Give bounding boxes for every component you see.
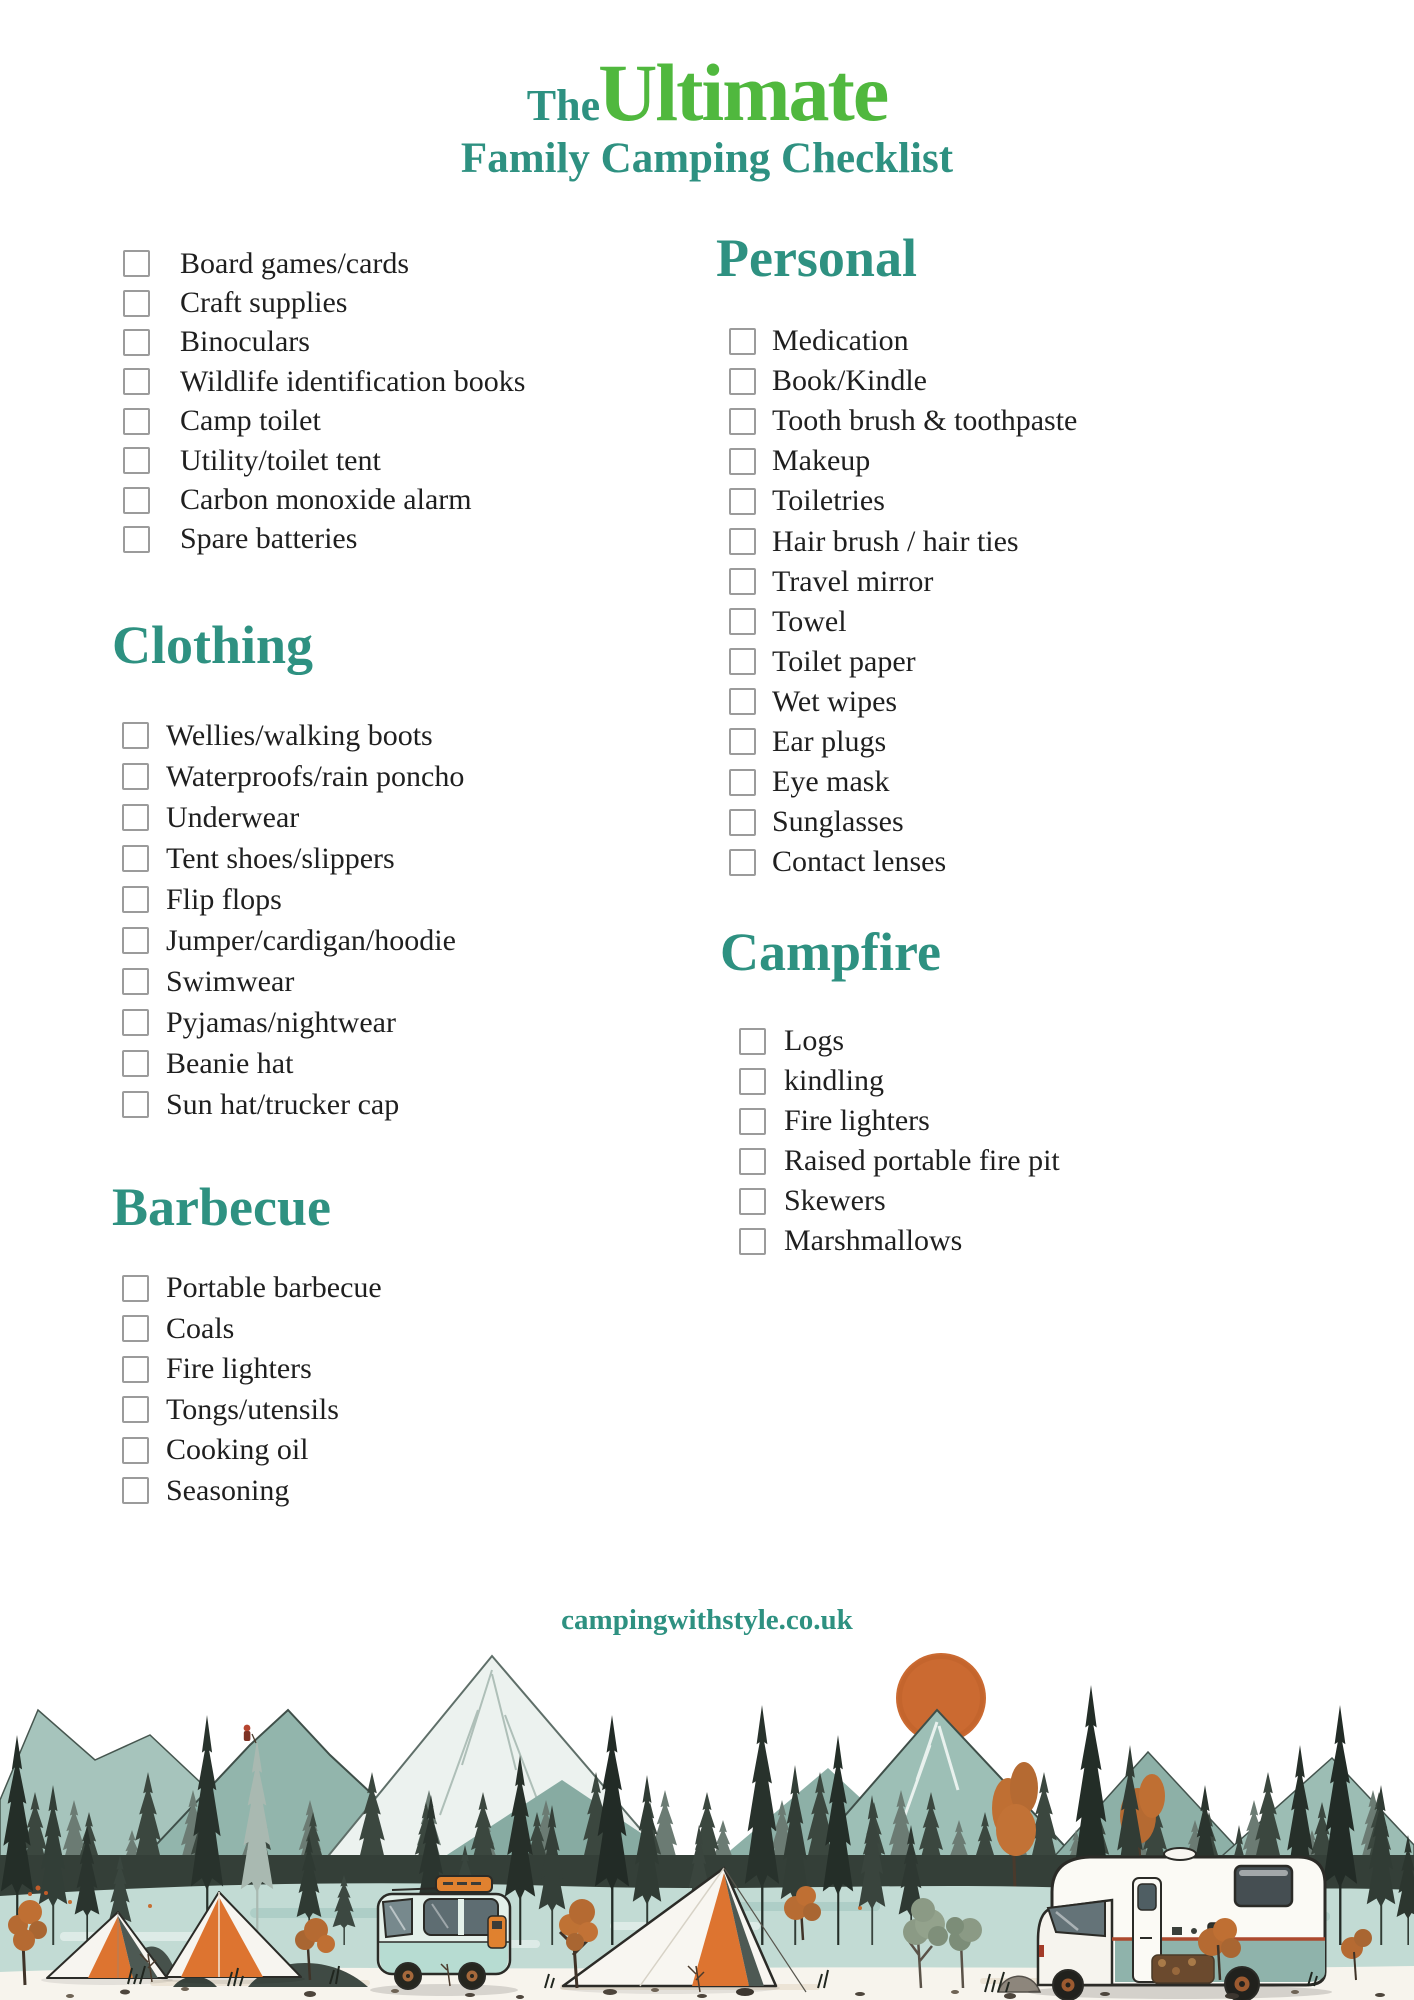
checkbox[interactable] [729, 488, 756, 515]
checklist-group-misc [123, 244, 525, 559]
checkbox[interactable] [122, 927, 149, 954]
checklist-row [729, 321, 1077, 361]
checklist-item-label: Coals [166, 1311, 235, 1345]
checklist-item-label: Makeup [772, 444, 871, 478]
checkbox[interactable] [122, 1050, 149, 1077]
checklist-item-label: Toiletries [772, 484, 885, 518]
checklist-row [739, 1221, 1060, 1261]
checklist-row [729, 361, 1077, 401]
checkbox[interactable] [122, 1477, 149, 1504]
checkbox[interactable] [729, 368, 756, 395]
checklist-row [123, 480, 525, 519]
checkbox[interactable] [122, 804, 149, 831]
checklist-row [739, 1021, 1060, 1061]
checkbox[interactable] [122, 968, 149, 995]
checklist-item-label: Wellies/walking boots [166, 718, 433, 752]
checklist-row [123, 244, 525, 283]
checklist-item-label: Carbon monoxide alarm [180, 483, 472, 517]
checklist-item-label: Fire lighters [166, 1352, 312, 1386]
checklist-row [122, 1349, 382, 1390]
checkbox[interactable] [729, 849, 756, 876]
checkbox[interactable] [122, 722, 149, 749]
hiker-icon [244, 1725, 256, 1743]
checklist-item-label: Sunglasses [772, 805, 904, 839]
checklist-group-personal [729, 321, 1077, 882]
section-heading-campfire: Campfire [720, 922, 941, 982]
checklist-item-label: Waterproofs/rain poncho [166, 759, 465, 793]
checklist-row [122, 838, 464, 879]
checklist-item-label: kindling [784, 1064, 885, 1097]
checkbox[interactable] [729, 608, 756, 635]
checklist-item-label: Skewers [784, 1184, 886, 1217]
checkbox[interactable] [123, 408, 150, 435]
checklist-item-label: Flip flops [166, 882, 282, 916]
checkbox[interactable] [729, 328, 756, 355]
title-block [0, 47, 1414, 183]
checklist-row [122, 879, 464, 920]
checklist-row [739, 1141, 1060, 1181]
checklist-row [122, 797, 464, 838]
checkbox[interactable] [739, 1228, 766, 1255]
checkbox[interactable] [729, 769, 756, 796]
checklist-item-label: Underwear [166, 800, 300, 834]
checklist-row [729, 481, 1077, 521]
page-title [0, 47, 1414, 138]
checklist-item-label: Craft supplies [180, 286, 348, 320]
checkbox[interactable] [122, 1091, 149, 1118]
checkbox[interactable] [123, 447, 150, 474]
checklist-row [729, 642, 1077, 682]
title-the: The [526, 81, 601, 130]
checklist-row [123, 402, 525, 441]
checkbox[interactable] [729, 648, 756, 675]
motorhome-icon [1028, 1848, 1332, 2000]
checklist-row [122, 920, 464, 961]
checklist-item-label: Binoculars [180, 325, 310, 359]
checkbox[interactable] [123, 250, 150, 277]
checklist-item-label: Swimwear [166, 964, 295, 998]
checklist-item-label: Jumper/cardigan/hoodie [166, 923, 456, 957]
checkbox[interactable] [729, 448, 756, 475]
checklist-row [729, 602, 1077, 642]
checklist-row [122, 1390, 382, 1431]
checkbox[interactable] [729, 728, 756, 755]
checklist-row [122, 1471, 382, 1512]
checkbox[interactable] [123, 329, 150, 356]
checklist-group-barbecue [122, 1268, 382, 1511]
checklist-row [123, 283, 525, 322]
checkbox[interactable] [739, 1108, 766, 1135]
checkbox[interactable] [729, 809, 756, 836]
checklist-row [729, 521, 1077, 561]
checkbox[interactable] [123, 368, 150, 395]
checklist-item-label: Wet wipes [772, 684, 898, 718]
checklist-item-label: Camp toilet [180, 404, 321, 438]
checklist-item-label: Medication [772, 324, 909, 358]
checklist-item-label: Portable barbecue [166, 1271, 382, 1305]
website-link[interactable]: campingwithstyle.co.uk [561, 1604, 853, 1636]
checklist-row [123, 520, 525, 559]
checkbox[interactable] [122, 763, 149, 790]
checklist-row [729, 762, 1077, 802]
checkbox[interactable] [122, 1315, 149, 1342]
checkbox[interactable] [122, 845, 149, 872]
checklist-row [729, 682, 1077, 722]
checklist-row [729, 562, 1077, 602]
checklist-item-label: Travel mirror [772, 564, 934, 598]
checklist-row [729, 441, 1077, 481]
checkbox[interactable] [739, 1148, 766, 1175]
checklist-row [122, 961, 464, 1002]
checkbox[interactable] [122, 1275, 149, 1302]
section-heading-personal: Personal [716, 228, 917, 288]
checklist-row [122, 1309, 382, 1350]
checkbox[interactable] [123, 487, 150, 514]
checklist-item-label: Towel [772, 604, 847, 638]
page-subtitle: Family Camping Checklist [460, 135, 954, 182]
checklist-row [729, 842, 1077, 882]
checklist-row [122, 1430, 382, 1471]
checklist-row [729, 401, 1077, 441]
checklist-item-label: Tongs/utensils [166, 1392, 339, 1426]
checklist-row [729, 722, 1077, 762]
title-ultimate: Ultimate [598, 47, 888, 138]
checklist-item-label: Wildlife identification books [180, 364, 526, 398]
checklist-item-label: Spare batteries [180, 522, 358, 556]
checkbox[interactable] [122, 1396, 149, 1423]
checklist-row [123, 441, 525, 480]
checklist-row [122, 1268, 382, 1309]
checklist-row [729, 802, 1077, 842]
checklist-item-label: Hair brush / hair ties [772, 524, 1019, 558]
checklist-item-label: Toilet paper [772, 644, 916, 678]
checklist-item-label: Fire lighters [784, 1104, 930, 1137]
checklist-row [122, 1084, 464, 1125]
checklist-item-label: Seasoning [166, 1473, 290, 1507]
checklist-item-label: Board games/cards [180, 246, 410, 280]
checkbox[interactable] [729, 688, 756, 715]
checklist-group-clothing [122, 715, 464, 1125]
checklist-row [739, 1101, 1060, 1141]
checklist-row [122, 1043, 464, 1084]
checkbox[interactable] [122, 886, 149, 913]
checkbox[interactable] [729, 408, 756, 435]
camping-scene-illustration [0, 1640, 1414, 2000]
checkbox[interactable] [739, 1188, 766, 1215]
checklist-item-label: Cooking oil [166, 1433, 309, 1467]
checklist-item-label: Ear plugs [772, 724, 887, 758]
checklist-item-label: Beanie hat [166, 1046, 294, 1080]
checklist-row [122, 756, 464, 797]
checklist-row [122, 715, 464, 756]
checklist-item-label: Sun hat/trucker cap [166, 1087, 400, 1121]
checkbox[interactable] [739, 1068, 766, 1095]
checklist-row [123, 362, 525, 401]
checklist-row [123, 323, 525, 362]
checkbox[interactable] [123, 526, 150, 553]
checklist-row [739, 1061, 1060, 1101]
checklist-row [739, 1181, 1060, 1221]
checklist-item-label: Tooth brush & toothpaste [772, 404, 1078, 438]
checklist-item-label: Tent shoes/slippers [166, 841, 395, 875]
checkbox[interactable] [739, 1028, 766, 1055]
checkbox[interactable] [122, 1356, 149, 1383]
section-heading-clothing: Clothing [112, 615, 314, 675]
checklist-item-label: Book/Kindle [772, 364, 927, 398]
checklist-item-label: Contact lenses [772, 845, 947, 879]
checklist-item-label: Raised portable fire pit [784, 1144, 1060, 1177]
section-heading-barbecue: Barbecue [112, 1177, 331, 1237]
checklist-group-campfire [739, 1021, 1060, 1261]
checklist-item-label: Pyjamas/nightwear [166, 1005, 396, 1039]
checkbox[interactable] [729, 568, 756, 595]
checklist-item-label: Eye mask [772, 765, 890, 799]
checklist-item-label: Marshmallows [784, 1224, 963, 1257]
checklist-item-label: Utility/toilet tent [180, 443, 381, 477]
checkbox[interactable] [122, 1009, 149, 1036]
checklist-row [122, 1002, 464, 1043]
checkbox[interactable] [122, 1437, 149, 1464]
checkbox[interactable] [123, 290, 150, 317]
checklist-item-label: Logs [784, 1024, 844, 1057]
checkbox[interactable] [729, 528, 756, 555]
